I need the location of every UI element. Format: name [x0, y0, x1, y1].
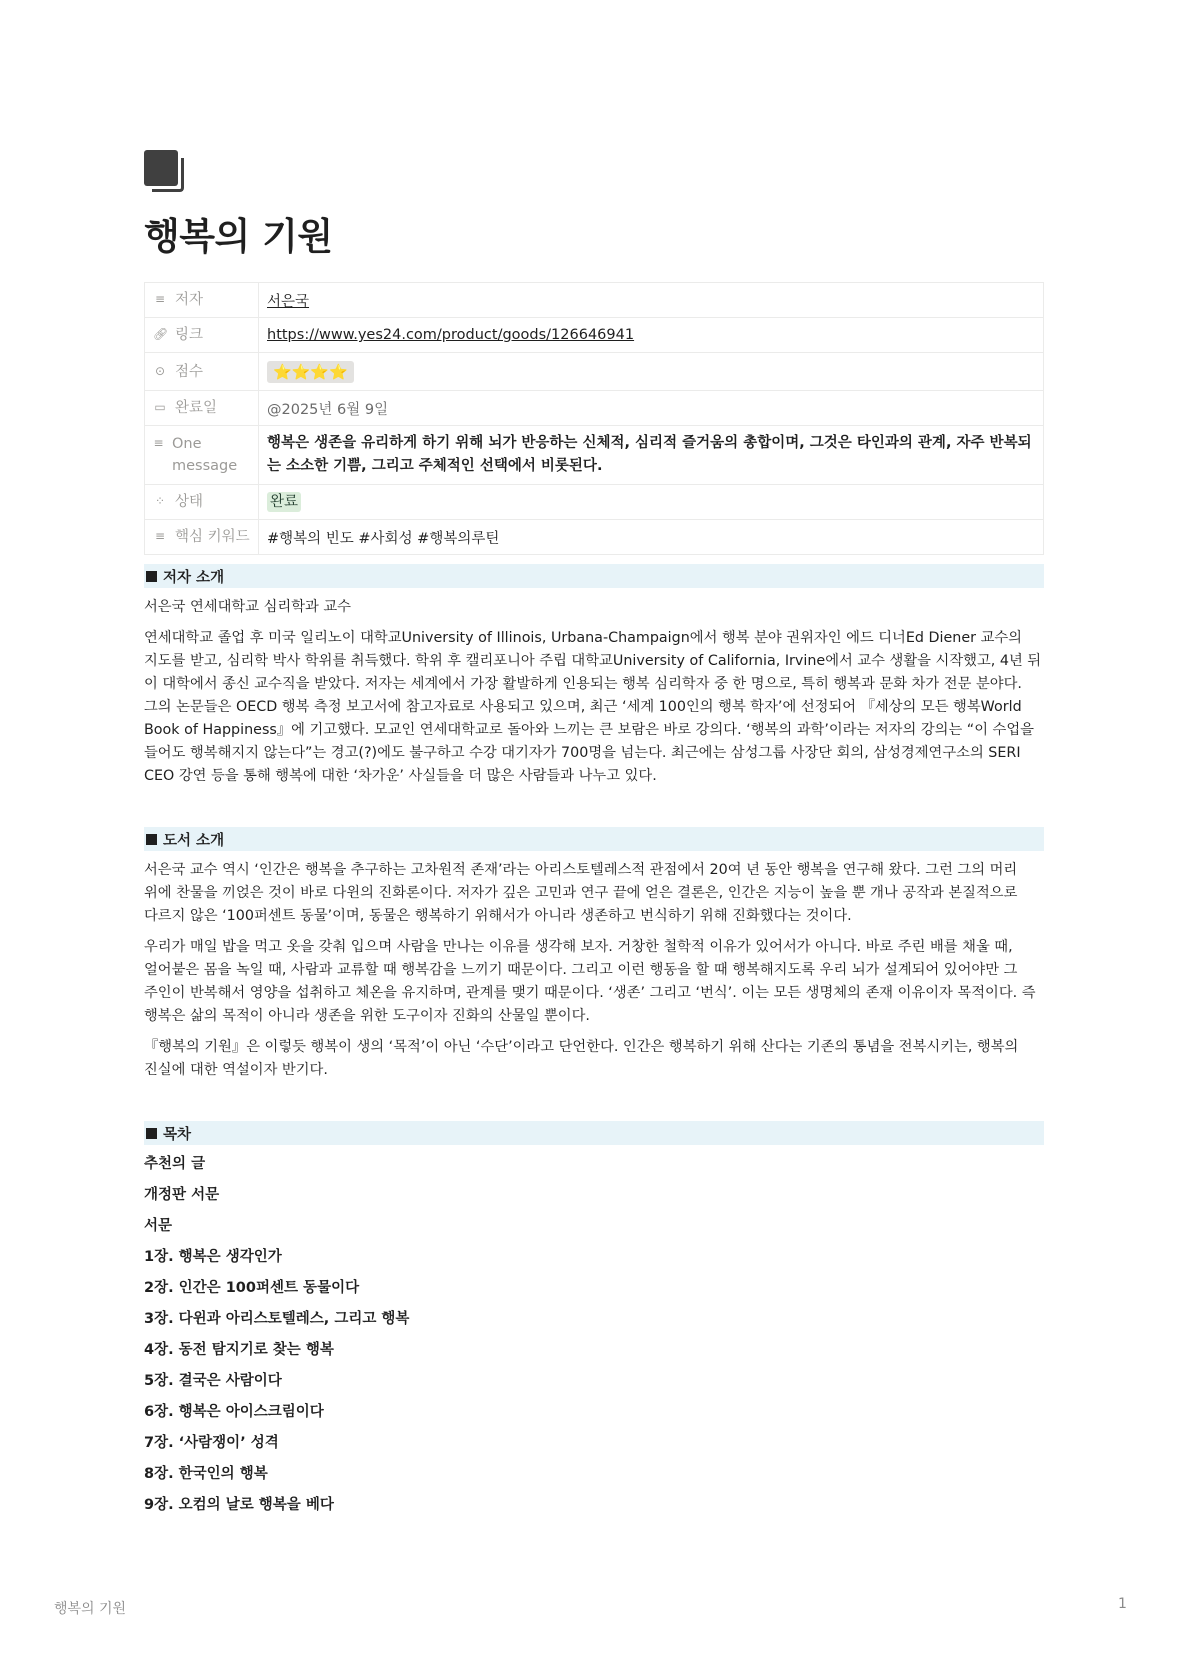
property-key: 저자 [175, 292, 204, 308]
property-key: 상태 [175, 494, 204, 510]
toc-item[interactable]: 5장. 결국은 사람이다 [144, 1373, 282, 1389]
book-section-heading[interactable] [144, 827, 1044, 851]
heading-text: 목차 [163, 1126, 192, 1143]
property-row-score[interactable] [145, 353, 1044, 391]
text-lines-icon: ≡ [153, 436, 164, 450]
paragraph[interactable]: 연세대학교 졸업 후 미국 일리노이 대학교University of Illinois, Urbana-Champaign에서 행복 분야 권위자인 에드 디너Ed Diener 교수의 지도를 받고, 심리학 박사 학위를 취득했다. 학위 후 캘리포니아 주립 대학교University of California, Irvine에서 교수 생활을 시작했고, 4년 뒤 이 대학에서 종신 교수직을 받았다. 저자는 세계에서 가장 활발하게 인용되는 행복 심리학자 중 한 명으로, 특히 행복과 문화 차가 전문 분야다. 그의 논문들은 OECD 행복 측정 보고서에 참고자료로 사용되고 있으며, 최근 ‘세계 100인의 행복 학자’에 선정되어 『세상의 모든 행복World Book of Happiness』에 기고했다. 모교인 연세대학교로 돌아와 느끼는 큰 보람은 바로 강의다. ‘행복의 과학’이라는 저자의 강의는 “이 수업을 들어도 행복해지지 않는다”는 경고(?)에도 불구하고 수강 대기자가 700명을 넘는다. 최근에는 삼성그룹 사장단 회의, 삼성경제연구소의 SERI CEO 강연 등을 통해 행복에 대한 ‘차가운’ 사실들을 더 많은 사람들과 나누고 있다. [144, 630, 1042, 784]
property-row-keywords[interactable] [145, 520, 1044, 555]
keywords-value[interactable]: #행복의 빈도 #사회성 #행복의루틴 [267, 530, 500, 547]
footer-doc-title: 행복의 기원 [54, 1601, 127, 1617]
link-icon: 🔗︎ [153, 327, 169, 341]
toc-item[interactable]: 1장. 행복은 생각인가 [144, 1249, 282, 1265]
toc-item[interactable]: 8장. 한국인의 행복 [144, 1466, 268, 1482]
page-title[interactable]: 행복의 기원 [144, 215, 333, 258]
toc-item[interactable]: 개정판 서문 [144, 1187, 220, 1203]
text-lines-icon: ≡ [154, 529, 166, 543]
toc-item[interactable]: 서문 [144, 1218, 173, 1234]
properties-table [144, 282, 1044, 555]
black-square-icon [146, 571, 157, 582]
calendar-icon: ▭ [154, 400, 166, 414]
toc-item[interactable]: 6장. 행복은 아이스크림이다 [144, 1404, 324, 1420]
author-section-heading[interactable] [144, 564, 1044, 588]
text-lines-icon: ≡ [154, 292, 166, 306]
property-row-completed-date[interactable] [145, 391, 1044, 426]
status-badge[interactable]: 완료 [267, 492, 301, 512]
author-value[interactable]: 서은국 [267, 293, 310, 310]
toc-item[interactable]: 4장. 동전 탐지기로 찾는 행복 [144, 1342, 334, 1358]
property-row-one-message[interactable] [145, 426, 1044, 485]
status-spinner-icon: ⁘ [154, 494, 166, 508]
property-row-link[interactable] [145, 318, 1044, 353]
black-square-icon [146, 1128, 157, 1139]
rating-stars-badge[interactable]: ⭐⭐⭐⭐ [267, 361, 354, 383]
footer-page-number: 1 [1118, 1596, 1127, 1612]
toc-item[interactable]: 3장. 다윈과 아리스토텔레스, 그리고 행복 [144, 1311, 410, 1327]
black-square-icon [146, 834, 157, 845]
property-key: One message [172, 436, 238, 474]
toc-item[interactable]: 2장. 인간은 100퍼센트 동물이다 [144, 1280, 360, 1296]
toc-section-heading[interactable] [144, 1121, 1044, 1145]
one-message-value[interactable]: 행복은 생존을 유리하게 하기 위해 뇌가 반응하는 신체적, 심리적 즐거움의 총합이며, 그것은 타인과의 관계, 자주 반복되는 소소한 기쁨, 그리고 주체적인 선택에서 비롯된다. [267, 435, 1032, 474]
paragraph[interactable]: 『행복의 기원』은 이렇듯 행복이 생의 ‘목적’이 아닌 ‘수단’이라고 단언한다. 인간은 행복하기 위해 산다는 기존의 통념을 전복시키는, 행복의 진실에 대한 역설이자 반기다. [144, 1039, 1019, 1078]
paragraph[interactable]: 서은국 연세대학교 심리학과 교수 [144, 599, 351, 615]
property-row-status[interactable] [145, 485, 1044, 520]
toc-item[interactable]: 추천의 글 [144, 1156, 206, 1172]
heading-text: 저자 소개 [163, 569, 225, 586]
select-circle-icon: ⊙ [154, 363, 166, 378]
property-key: 링크 [175, 327, 204, 343]
paragraph[interactable]: 서은국 교수 역시 ‘인간은 행복을 추구하는 고차원적 존재’라는 아리스토텔레스적 관점에서 20여 년 동안 행복을 연구해 왔다. 그런 그의 머리 위에 찬물을 끼얹은 것이 바로 다윈의 진화론이다. 저자가 깊은 고민과 연구 끝에 얻은 결론은, 인간은 지능이 높을 뿐 개나 공작과 본질적으로 다르지 않은 ‘100퍼센트 동물’이며, 동물은 행복하기 위해서가 아니라 생존하고 번식하기 위해 진화했다는 것이다. [144, 862, 1018, 924]
toc-item[interactable]: 9장. 오컴의 날로 행복을 베다 [144, 1497, 334, 1513]
property-row-author[interactable] [145, 283, 1044, 318]
paragraph[interactable]: 우리가 매일 밥을 먹고 옷을 갖춰 입으며 사람을 만나는 이유를 생각해 보자. 거창한 철학적 이유가 있어서가 아니다. 바로 주린 배를 채울 때, 얼어붙은 몸을 녹일 때, 사람과 교류할 때 행복감을 느끼기 때문이다. 그리고 이런 행동을 할 때 행복해지도록 우리 뇌가 설계되어 있어야만 그 주인이 반복해서 영양을 섭취하고 체온을 유지하며, 관계를 맺기 때문이다. ‘생존’ 그리고 ‘번식’. 이는 모든 생명체의 존재 이유이자 목적이다. 즉 행복은 삶의 목적이 아니라 생존을 위한 도구이자 진화의 산물일 뿐이다. [144, 939, 1036, 1024]
heading-text: 도서 소개 [163, 832, 225, 849]
property-key: 핵심 키워드 [175, 529, 250, 545]
toc-list [144, 1153, 1044, 1517]
completed-date-value[interactable]: @2025년 6월 9일 [267, 401, 389, 418]
property-key: 점수 [175, 363, 204, 380]
toc-item[interactable]: 7장. ‘사람쟁이’ 성격 [144, 1435, 279, 1451]
link-value[interactable]: https://www.yes24.com/product/goods/126646941 [267, 327, 635, 343]
property-key: 완료일 [175, 400, 218, 416]
book-icon[interactable] [144, 150, 186, 194]
page-content [144, 150, 1044, 1517]
